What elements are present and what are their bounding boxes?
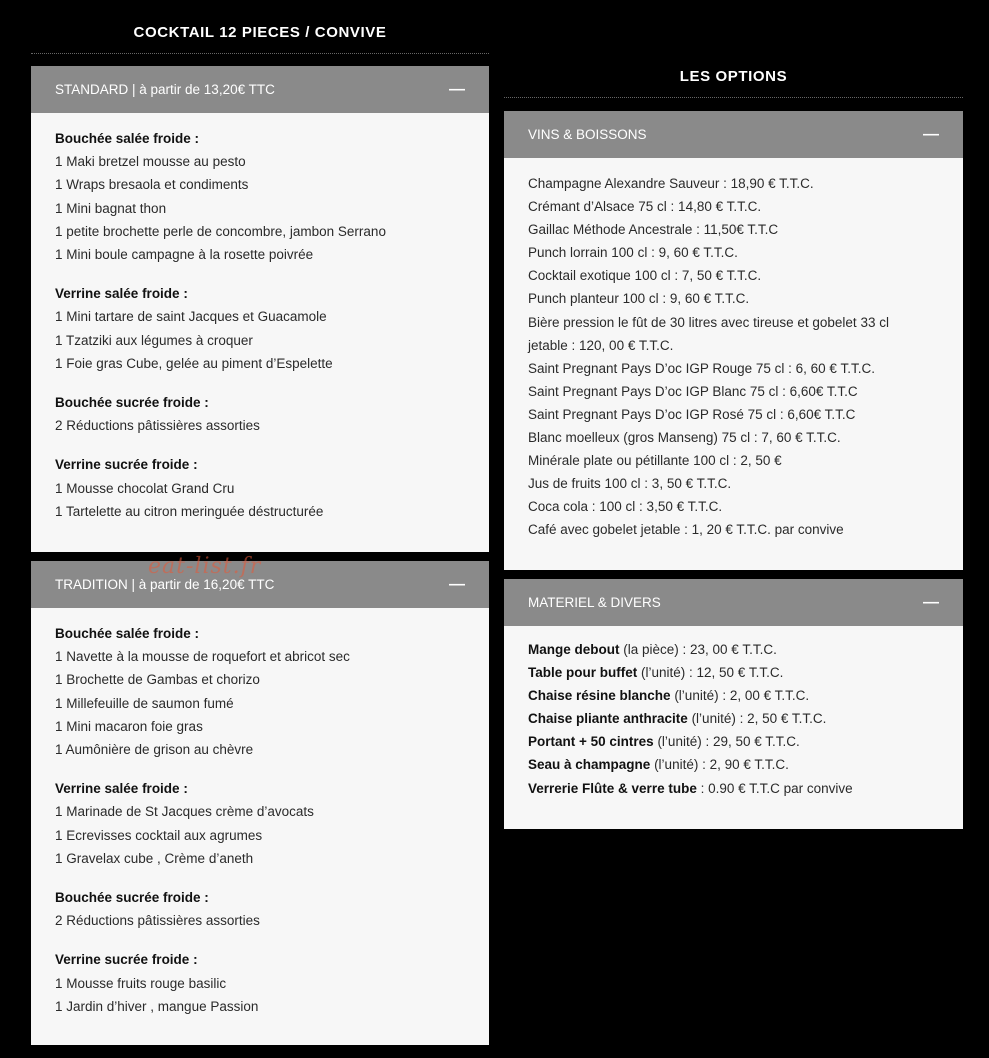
- drink-item: Bière pression le fût de 30 litres avec tireuse et gobelet 33 cl: [528, 314, 889, 330]
- menu-item: 1 Gravelax cube , Crème d’aneth: [55, 850, 254, 866]
- collapse-icon[interactable]: —: [449, 575, 465, 593]
- equipment-name: Seau à champagne: [528, 757, 651, 773]
- equipment-item: [528, 707, 939, 730]
- watermark: eat-list.fr: [148, 554, 262, 579]
- drink-item: Jus de fruits 100 cl : 3, 50 € T.T.C.: [528, 476, 732, 492]
- menu-item: 1 Tzatziki aux légumes à croquer: [55, 332, 253, 348]
- drink-item: Gaillac Méthode Ancestrale : 11,50€ T.T.C: [528, 222, 779, 238]
- menu-item: 1 Wraps bresaola et condiments: [55, 177, 249, 193]
- menu-item: 1 Mousse fruits rouge basilic: [55, 975, 227, 991]
- menu-item: 1 Marinade de St Jacques crème d’avocats: [55, 804, 314, 820]
- tradition-panel-body: [31, 608, 489, 1018]
- equipment-name: Chaise résine blanche: [528, 688, 671, 704]
- standard-panel-title: STANDARD | à partir de 13,20€ TTC: [55, 82, 275, 97]
- section-title: Verrine sucrée froide :: [55, 952, 198, 968]
- materiel-panel-header[interactable]: [504, 579, 963, 626]
- equipment-price: (l’unité) : 2, 90 € T.T.C.: [650, 757, 789, 773]
- equipment-price: (l’unité) : 29, 50 € T.T.C.: [653, 734, 800, 750]
- section-title: Bouchée sucrée froide :: [55, 395, 209, 411]
- equipment-item: [528, 753, 939, 776]
- equipment-price: : 0.90 € T.T.C par convive: [696, 780, 853, 796]
- equipment-price: (l’unité) : 12, 50 € T.T.C.: [637, 665, 784, 681]
- materiel-panel-title: MATERIEL & DIVERS: [528, 595, 661, 610]
- tradition-panel-header[interactable]: [31, 561, 489, 608]
- right-column-title: LES OPTIONS: [679, 68, 788, 85]
- drink-item: Blanc moelleux (gros Manseng) 75 cl : 7, 60 € T.T.C.: [528, 430, 841, 446]
- equipment-name: Mange debout: [528, 642, 620, 657]
- equipment-item: [528, 661, 939, 684]
- vins-panel: [504, 111, 963, 570]
- section-title: Verrine salée froide :: [55, 781, 188, 797]
- tradition-panel: [31, 561, 489, 1045]
- menu-item: 1 Navette à la mousse de roquefort et abricot sec: [55, 649, 350, 665]
- menu-section: [55, 948, 465, 1018]
- drink-item: Punch planteur 100 cl : 9, 60 € T.T.C.: [528, 291, 750, 307]
- equipment-price: (l’unité) : 2, 00 € T.T.C.: [670, 688, 810, 704]
- menu-item: 1 petite brochette perle de concombre, jambon Serrano: [55, 223, 386, 239]
- vins-panel-body: [504, 158, 963, 542]
- menu-item: 2 Réductions pâtissières assorties: [55, 913, 260, 929]
- menu-section: [55, 127, 465, 266]
- equipment-item: [528, 777, 939, 800]
- drink-item: Crémant d’Alsace 75 cl : 14,80 € T.T.C.: [528, 199, 762, 215]
- equipment-price: (la pièce) : 23, 00 € T.T.C.: [619, 642, 777, 657]
- vins-panel-header[interactable]: [504, 111, 963, 158]
- menu-section: [55, 391, 465, 437]
- menu-section: [55, 622, 465, 761]
- equipment-price: (l’unité) : 2, 50 € T.T.C.: [687, 711, 827, 727]
- tradition-panel-title: TRADITION | à partir de 16,20€ TTC: [55, 577, 275, 592]
- standard-panel-header[interactable]: [31, 66, 489, 113]
- drink-item: Saint Pregnant Pays D’oc IGP Blanc 75 cl : 6,60€ T.T.C: [528, 383, 858, 399]
- section-title: Bouchée salée froide :: [55, 131, 200, 146]
- collapse-icon[interactable]: —: [449, 80, 465, 98]
- menu-item: 1 Brochette de Gambas et chorizo: [55, 672, 260, 688]
- drink-item: Minérale plate ou pétillante 100 cl : 2, 50 €: [528, 453, 782, 469]
- menu-item: 1 Mousse chocolat Grand Cru: [55, 480, 235, 496]
- left-column-title: COCKTAIL 12 PIECES / CONVIVE: [133, 24, 387, 41]
- section-title: Bouchée salée froide :: [55, 626, 200, 641]
- drink-item: Coca cola : 100 cl : 3,50 € T.T.C.: [528, 499, 723, 515]
- drink-item: jetable : 120, 00 € T.T.C.: [528, 337, 674, 353]
- equipment-item: [528, 638, 939, 661]
- menu-item: 1 Millefeuille de saumon fumé: [55, 695, 234, 711]
- menu-section: [55, 777, 465, 870]
- menu-item: 1 Ecrevisses cocktail aux agrumes: [55, 827, 263, 843]
- drink-item: Champagne Alexandre Sauveur : 18,90 € T.T.C.: [528, 176, 814, 191]
- menu-item: 1 Aumônière de grison au chèvre: [55, 742, 254, 758]
- equipment-name: Verrerie Flûte & verre tube: [528, 780, 697, 796]
- menu-item: 1 Maki bretzel mousse au pesto: [55, 154, 246, 170]
- right-title-divider: [504, 97, 963, 98]
- menu-item: 1 Mini bagnat thon: [55, 200, 167, 216]
- section-title: Verrine sucrée froide :: [55, 457, 198, 473]
- menu-item: 2 Réductions pâtissières assorties: [55, 418, 260, 434]
- menu-item: 1 Mini tartare de saint Jacques et Guacamole: [55, 309, 327, 325]
- vins-panel-title: VINS & BOISSONS: [528, 127, 647, 142]
- equipment-name: Chaise pliante anthracite: [528, 711, 688, 727]
- equipment-name: Portant + 50 cintres: [528, 734, 654, 750]
- equipment-name: Table pour buffet: [528, 665, 638, 681]
- standard-panel: [31, 66, 489, 552]
- materiel-panel: [504, 579, 963, 829]
- standard-panel-body: [31, 113, 489, 523]
- section-title: Verrine salée froide :: [55, 286, 188, 302]
- drink-item: Cocktail exotique 100 cl : 7, 50 € T.T.C.: [528, 268, 762, 284]
- section-title: Bouchée sucrée froide :: [55, 890, 209, 906]
- menu-section: [55, 282, 465, 375]
- menu-item: 1 Jardin d’hiver , mangue Passion: [55, 998, 259, 1014]
- menu-section: [55, 886, 465, 932]
- menu-item: 1 Foie gras Cube, gelée au piment d’Espelette: [55, 355, 333, 371]
- equipment-item: [528, 684, 939, 707]
- equipment-item: [528, 730, 939, 753]
- menu-item: 1 Mini macaron foie gras: [55, 718, 203, 734]
- left-title-divider: [31, 53, 489, 54]
- drink-item: Saint Pregnant Pays D’oc IGP Rosé 75 cl : 6,60€ T.T.C: [528, 406, 856, 422]
- menu-item: 1 Mini boule campagne à la rosette poivrée: [55, 247, 314, 263]
- drink-item: Saint Pregnant Pays D’oc IGP Rouge 75 cl : 6, 60 € T.T.C.: [528, 360, 875, 376]
- collapse-icon[interactable]: —: [923, 593, 939, 611]
- materiel-panel-body: [504, 626, 963, 800]
- drink-item: Punch lorrain 100 cl : 9, 60 € T.T.C.: [528, 245, 738, 261]
- collapse-icon[interactable]: —: [923, 125, 939, 143]
- menu-section: [55, 453, 465, 523]
- drink-item: Café avec gobelet jetable : 1, 20 € T.T.C. par convive: [528, 522, 844, 538]
- menu-item: 1 Tartelette au citron meringuée déstructurée: [55, 503, 324, 519]
